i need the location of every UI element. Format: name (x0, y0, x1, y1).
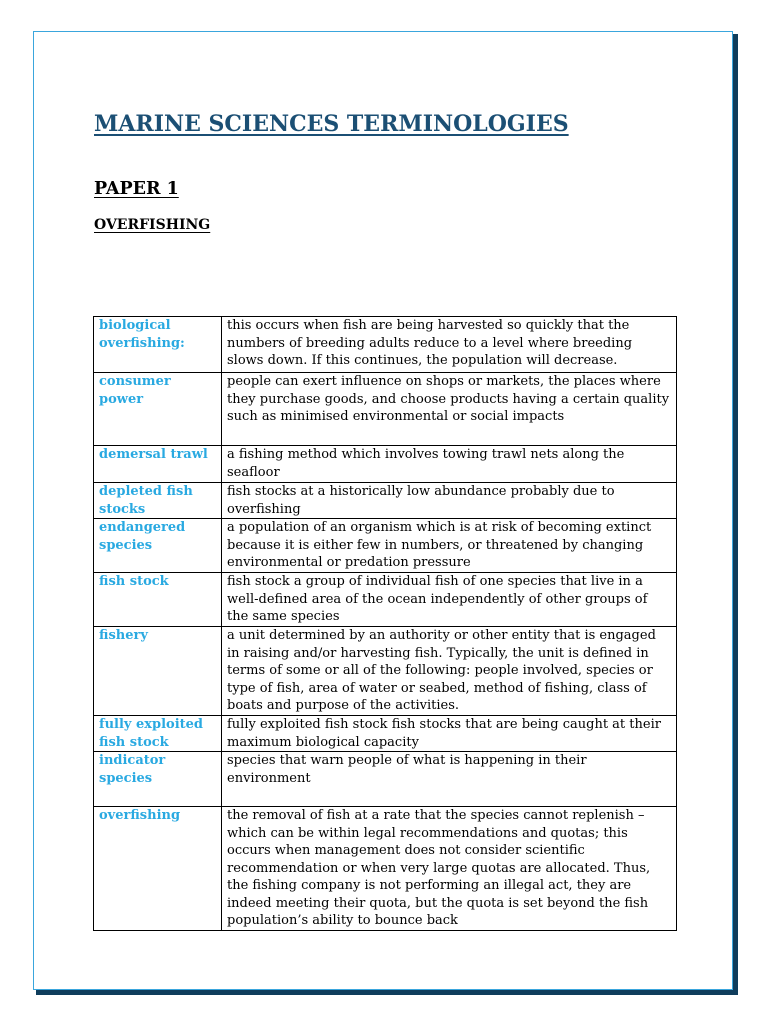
table-row (94, 573, 677, 627)
document-page (33, 31, 733, 990)
definition-cell: the removal of fish at a rate that the species cannot replenish – which can be within legal recommendations and quotas; this occurs when management does not consider scientific recommendation or when very large quotas are allocated. Thus, the fishing company is not performing an illegal act, they are indeed meeting their quota, but the quota is set beyond the fish population’s ability to bounce back (222, 807, 677, 931)
table-row (94, 627, 677, 716)
table-row (94, 752, 677, 807)
definition-cell: a population of an organism which is at risk of becoming extinct because it is either few in numbers, or threatened by changing environmental or predation pressure (222, 519, 677, 573)
term-cell: fully exploited fish stock (94, 716, 222, 752)
definition-cell: a unit determined by an authority or other entity that is engaged in raising and/or harvesting fish. Typically, the unit is defined in terms of some or all of the following: people involved, species or type of fish, area of water or seabed, method of fishing, class of boats and purpose of the activities. (222, 627, 677, 716)
term-cell: consumer power (94, 373, 222, 446)
term-cell: fish stock (94, 573, 222, 627)
term-cell: indicator species (94, 752, 222, 807)
definition-cell: species that warn people of what is happening in their environment (222, 752, 677, 807)
term-cell: endangered species (94, 519, 222, 573)
table-row (94, 807, 677, 931)
term-cell: demersal trawl (94, 446, 222, 483)
definition-cell: this occurs when fish are being harvested so quickly that the numbers of breeding adults reduce to a level where breeding slows down. If this continues, the population will decrease. (222, 317, 677, 373)
term-cell: depleted fish stocks (94, 483, 222, 519)
glossary-table (93, 316, 677, 931)
table-row (94, 519, 677, 573)
table-row (94, 373, 677, 446)
table-row (94, 483, 677, 519)
definition-cell: fish stock a group of individual fish of one species that live in a well-defined area of the ocean independently of other groups of the same species (222, 573, 677, 627)
section-heading: OVERFISHING (94, 217, 211, 233)
term-cell: biological overfishing: (94, 317, 222, 373)
definition-cell: a fishing method which involves towing trawl nets along the seafloor (222, 446, 677, 483)
definition-cell: fully exploited fish stock fish stocks that are being caught at their maximum biological capacity (222, 716, 677, 752)
table-row (94, 446, 677, 483)
document-title: MARINE SCIENCES TERMINOLOGIES (94, 111, 569, 137)
paper-heading: PAPER 1 (94, 179, 179, 199)
term-cell: fishery (94, 627, 222, 716)
definition-cell: people can exert influence on shops or markets, the places where they purchase goods, and choose products having a certain quality such as minimised environmental or social impacts (222, 373, 677, 446)
term-cell: overfishing (94, 807, 222, 931)
table-row (94, 317, 677, 373)
table-row (94, 716, 677, 752)
definition-cell: fish stocks at a historically low abundance probably due to overfishing (222, 483, 677, 519)
